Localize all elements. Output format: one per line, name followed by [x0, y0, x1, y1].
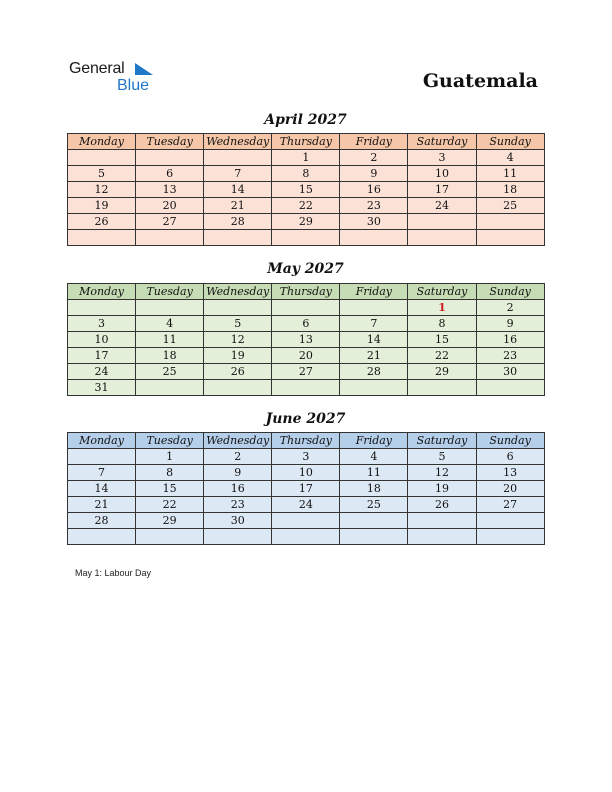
day-cell: [476, 529, 544, 545]
day-cell: 29: [136, 513, 204, 529]
day-cell: [408, 214, 476, 230]
day-cell: 1: [136, 449, 204, 465]
day-cell: [204, 300, 272, 316]
week-row: [68, 230, 545, 246]
day-cell: 19: [68, 198, 136, 214]
weekday-header: Friday: [340, 134, 408, 150]
day-cell: 27: [272, 364, 340, 380]
day-cell: 23: [204, 497, 272, 513]
day-cell: 21: [204, 198, 272, 214]
weekday-header: Sunday: [476, 284, 544, 300]
day-cell: 25: [136, 364, 204, 380]
day-cell: 10: [68, 332, 136, 348]
day-cell: 14: [340, 332, 408, 348]
day-cell: 30: [204, 513, 272, 529]
day-cell: 4: [136, 316, 204, 332]
day-cell: [272, 380, 340, 396]
month-title-april: April 2027: [264, 112, 347, 128]
day-cell: [408, 513, 476, 529]
day-cell: [476, 230, 544, 246]
day-cell: 15: [408, 332, 476, 348]
week-row: [68, 166, 545, 182]
day-cell: 4: [340, 449, 408, 465]
calendar-april: [67, 133, 545, 246]
day-cell: 17: [272, 481, 340, 497]
day-cell: 5: [408, 449, 476, 465]
day-cell: [68, 529, 136, 545]
day-cell: 24: [272, 497, 340, 513]
day-cell: [136, 529, 204, 545]
day-cell: [136, 380, 204, 396]
week-row: [68, 348, 545, 364]
day-cell: 6: [476, 449, 544, 465]
weekday-header: Saturday: [408, 433, 476, 449]
day-cell: 5: [204, 316, 272, 332]
day-cell: 2: [204, 449, 272, 465]
day-cell: 9: [476, 316, 544, 332]
day-cell: [68, 230, 136, 246]
day-cell: 10: [408, 166, 476, 182]
day-cell: [68, 449, 136, 465]
day-cell: 2: [340, 150, 408, 166]
weekday-header: Wednesday: [204, 134, 272, 150]
day-cell: [340, 513, 408, 529]
day-cell: 3: [272, 449, 340, 465]
day-cell: 22: [272, 198, 340, 214]
day-cell: 9: [204, 465, 272, 481]
day-cell: 29: [408, 364, 476, 380]
week-row: [68, 150, 545, 166]
week-row: [68, 182, 545, 198]
day-cell: 4: [476, 150, 544, 166]
day-cell: 15: [272, 182, 340, 198]
day-cell: 16: [204, 481, 272, 497]
day-cell: 22: [408, 348, 476, 364]
day-cell: 16: [476, 332, 544, 348]
weekday-header: Sunday: [476, 134, 544, 150]
day-cell: 28: [204, 214, 272, 230]
day-cell: 17: [68, 348, 136, 364]
weekday-header-row: [68, 284, 545, 300]
holiday-note: May 1: Labour Day: [75, 568, 152, 578]
day-cell: [136, 230, 204, 246]
day-cell: 29: [272, 214, 340, 230]
day-cell: 28: [340, 364, 408, 380]
week-row: [68, 497, 545, 513]
week-row: [68, 316, 545, 332]
weekday-header: Monday: [68, 134, 136, 150]
day-cell: 6: [136, 166, 204, 182]
week-row: [68, 380, 545, 396]
week-row: [68, 465, 545, 481]
day-cell: 25: [476, 198, 544, 214]
weekday-header: Tuesday: [136, 134, 204, 150]
day-cell: [476, 513, 544, 529]
day-cell: 7: [68, 465, 136, 481]
weekday-header: Wednesday: [204, 284, 272, 300]
day-cell: 12: [68, 182, 136, 198]
week-row: [68, 529, 545, 545]
weekday-header: Monday: [68, 284, 136, 300]
day-cell: 28: [68, 513, 136, 529]
weekday-header: Friday: [340, 433, 408, 449]
day-cell: 24: [408, 198, 476, 214]
day-cell: 11: [476, 166, 544, 182]
day-cell: 3: [68, 316, 136, 332]
day-cell: [476, 380, 544, 396]
day-cell: 16: [340, 182, 408, 198]
day-cell: [272, 513, 340, 529]
day-cell: 26: [68, 214, 136, 230]
day-cell: 14: [204, 182, 272, 198]
weekday-header: Wednesday: [204, 433, 272, 449]
day-cell: 12: [408, 465, 476, 481]
weekday-header: Thursday: [272, 433, 340, 449]
day-cell: 24: [68, 364, 136, 380]
day-cell: 8: [408, 316, 476, 332]
day-cell: [204, 150, 272, 166]
weekday-header: Saturday: [408, 284, 476, 300]
weekday-header: Saturday: [408, 134, 476, 150]
day-cell: 2: [476, 300, 544, 316]
day-cell: [68, 150, 136, 166]
day-cell: 26: [204, 364, 272, 380]
day-cell: 23: [476, 348, 544, 364]
day-cell: 12: [204, 332, 272, 348]
day-cell: 8: [136, 465, 204, 481]
weekday-header: Thursday: [272, 284, 340, 300]
day-cell: 22: [136, 497, 204, 513]
day-cell: 7: [204, 166, 272, 182]
month-title-may: May 2027: [267, 261, 344, 277]
week-row: [68, 449, 545, 465]
day-cell: 11: [136, 332, 204, 348]
day-cell: 30: [340, 214, 408, 230]
day-cell: 13: [476, 465, 544, 481]
day-cell: 26: [408, 497, 476, 513]
day-cell: 23: [340, 198, 408, 214]
day-cell: 19: [204, 348, 272, 364]
day-cell: 27: [476, 497, 544, 513]
day-cell: 17: [408, 182, 476, 198]
day-cell: [408, 529, 476, 545]
week-row: [68, 198, 545, 214]
week-row: [68, 214, 545, 230]
day-cell: 30: [476, 364, 544, 380]
logo-text-general: General: [69, 60, 125, 77]
logo-flag-icon: [135, 63, 153, 77]
day-cell: 20: [476, 481, 544, 497]
day-cell: 1: [272, 150, 340, 166]
day-cell: 11: [340, 465, 408, 481]
weekday-header: Sunday: [476, 433, 544, 449]
day-cell: [340, 380, 408, 396]
day-cell: 20: [136, 198, 204, 214]
day-cell: [136, 300, 204, 316]
day-cell: 1: [408, 300, 476, 316]
day-cell: 25: [340, 497, 408, 513]
day-cell: 21: [68, 497, 136, 513]
weekday-header: Tuesday: [136, 284, 204, 300]
day-cell: [408, 230, 476, 246]
weekday-header: Tuesday: [136, 433, 204, 449]
logo-text-blue: Blue: [117, 77, 150, 94]
brand-logo: [69, 60, 169, 96]
weekday-header: Thursday: [272, 134, 340, 150]
day-cell: 3: [408, 150, 476, 166]
weekday-header: Friday: [340, 284, 408, 300]
country-title: Guatemala: [422, 70, 538, 92]
week-row: [68, 300, 545, 316]
day-cell: 8: [272, 166, 340, 182]
day-cell: [204, 230, 272, 246]
day-cell: 31: [68, 380, 136, 396]
day-cell: [340, 230, 408, 246]
day-cell: [272, 300, 340, 316]
day-cell: 14: [68, 481, 136, 497]
day-cell: [204, 380, 272, 396]
weekday-header: Monday: [68, 433, 136, 449]
weekday-header-row: [68, 433, 545, 449]
day-cell: [68, 300, 136, 316]
day-cell: 27: [136, 214, 204, 230]
day-cell: [136, 150, 204, 166]
day-cell: [408, 380, 476, 396]
day-cell: 20: [272, 348, 340, 364]
calendar-may: [67, 283, 545, 396]
day-cell: [272, 529, 340, 545]
week-row: [68, 364, 545, 380]
day-cell: 6: [272, 316, 340, 332]
day-cell: [272, 230, 340, 246]
day-cell: 18: [340, 481, 408, 497]
day-cell: [476, 214, 544, 230]
day-cell: 15: [136, 481, 204, 497]
weekday-header-row: [68, 134, 545, 150]
day-cell: 9: [340, 166, 408, 182]
day-cell: [340, 300, 408, 316]
calendar-june: [67, 432, 545, 545]
day-cell: [204, 529, 272, 545]
day-cell: 10: [272, 465, 340, 481]
day-cell: 7: [340, 316, 408, 332]
day-cell: 13: [136, 182, 204, 198]
week-row: [68, 481, 545, 497]
week-row: [68, 513, 545, 529]
day-cell: [340, 529, 408, 545]
day-cell: 5: [68, 166, 136, 182]
day-cell: 18: [136, 348, 204, 364]
day-cell: 13: [272, 332, 340, 348]
week-row: [68, 332, 545, 348]
day-cell: 19: [408, 481, 476, 497]
month-title-june: June 2027: [265, 411, 346, 427]
day-cell: 21: [340, 348, 408, 364]
day-cell: 18: [476, 182, 544, 198]
